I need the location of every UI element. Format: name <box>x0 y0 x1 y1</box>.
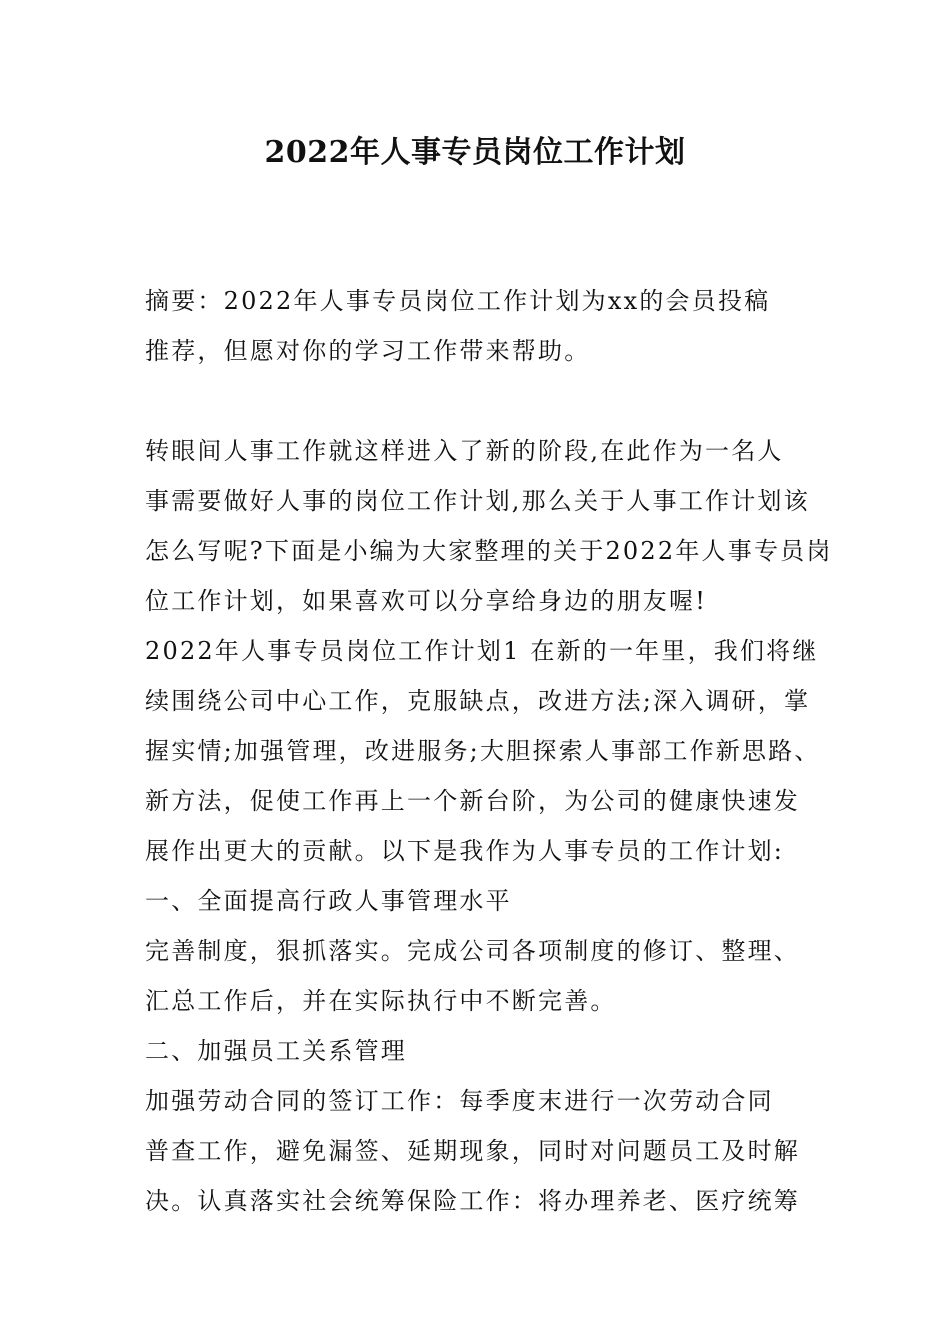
section-heading: 一、全面提高行政人事管理水平 <box>145 887 512 915</box>
body-text <box>145 626 830 1226</box>
body-line: 2022年人事专员岗位工作计划1 在新的一年里，我们将继 <box>145 637 819 665</box>
summary-paragraph <box>145 276 830 376</box>
document-title: 2022年人事专员岗位工作计划 <box>264 135 686 170</box>
section-heading: 二、加强员工关系管理 <box>145 1037 407 1065</box>
body-line: 普查工作，避免漏签、延期现象，同时对问题员工及时解 <box>145 1137 800 1165</box>
body-line: 续围绕公司中心工作，克服缺点，改进方法;深入调研，掌 <box>145 687 811 715</box>
body-line: 握实情;加强管理，改进服务;大胆探索人事部工作新思路、 <box>145 737 821 765</box>
intro-line: 怎么写呢?下面是小编为大家整理的关于2022年人事专员岗 <box>145 537 833 565</box>
body-line: 完善制度，狠抓落实。完成公司各项制度的修订、整理、 <box>145 937 800 965</box>
intro-line: 位工作计划，如果喜欢可以分享给身边的朋友喔! <box>145 587 708 615</box>
body-line: 决。认真落实社会统筹保险工作：将办理养老、医疗统筹 <box>145 1187 800 1215</box>
body-line: 展作出更大的贡献。以下是我作为人事专员的工作计划: <box>145 837 785 865</box>
body-line: 加强劳动合同的签订工作：每季度末进行一次劳动合同 <box>145 1087 774 1115</box>
intro-line: 事需要做好人事的岗位工作计划,那么关于人事工作计划该 <box>145 487 810 515</box>
summary-line: 推荐，但愿对你的学习工作带来帮助。 <box>145 337 591 365</box>
body-line: 汇总工作后，并在实际执行中不断完善。 <box>145 987 617 1015</box>
intro-paragraph <box>145 426 833 626</box>
intro-line: 转眼间人事工作就这样进入了新的阶段,在此作为一名人 <box>145 437 784 465</box>
summary-line: 摘要：2022年人事专员岗位工作计划为xx的会员投稿 <box>145 287 771 315</box>
body-line: 新方法，促使工作再上一个新台阶，为公司的健康快速发 <box>145 787 800 815</box>
